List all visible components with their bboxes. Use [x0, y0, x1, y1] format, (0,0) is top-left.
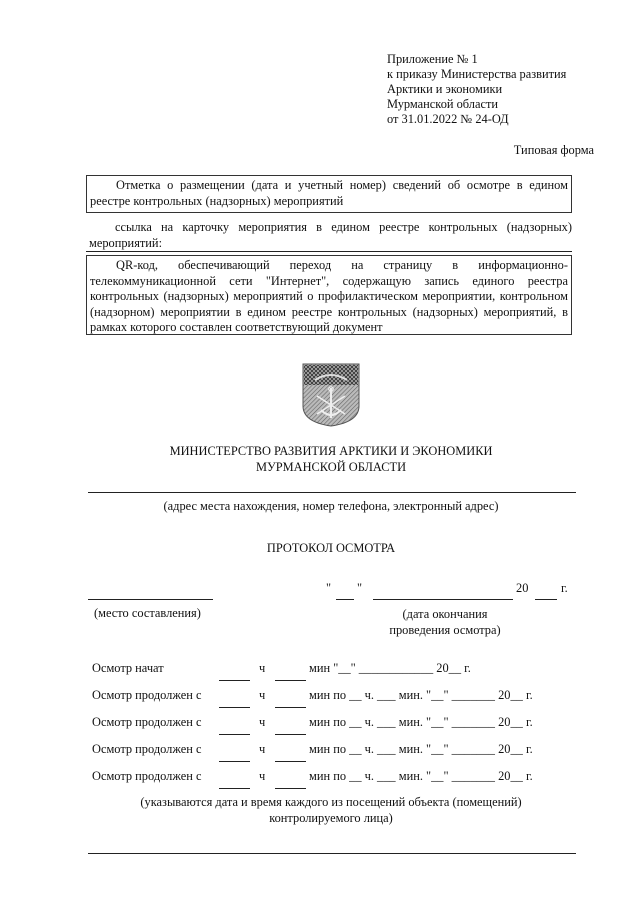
hour-unit: ч [259, 742, 266, 756]
hour-field-line[interactable] [219, 680, 250, 681]
ministry-name-line2: МУРМАНСКОЙ ОБЛАСТИ [255, 459, 407, 474]
registry-link-text: ссылка на карточку мероприятия в едином реестре контрольных (надзорных) мероприятий: [89, 220, 572, 250]
address-caption: (адрес места нахождения, номер телефона, электронный адрес) [163, 499, 499, 513]
inspection-row-rest: мин по __ ч. ___ мин. "__" _______ 20__ г. [309, 769, 533, 783]
form-type-label: Типовая форма [513, 143, 594, 157]
appendix-line: Арктики и экономики [387, 82, 503, 96]
hour-unit: ч [259, 688, 266, 702]
page-title: ПРОТОКОЛ ОСМОТРА [266, 541, 396, 555]
inspection-row-rest: мин по __ ч. ___ мин. "__" _______ 20__ г. [309, 742, 533, 756]
minute-field-line[interactable] [275, 707, 306, 708]
hour-field-line[interactable] [219, 734, 250, 735]
month-field-line[interactable] [373, 599, 513, 600]
hour-field-line[interactable] [219, 761, 250, 762]
ministry-name [86, 444, 576, 475]
coat-of-arms-icon [301, 362, 361, 428]
visits-caption [86, 794, 576, 826]
bottom-field-line[interactable] [88, 853, 576, 854]
inspection-row-rest: мин по __ ч. ___ мин. "__" _______ 20__ г. [309, 715, 533, 729]
registry-placement-box: Отметка о размещении (дата и учетный номер) сведений об осмотре в едином реестре контрольных (надзорных) мероприятий [86, 175, 572, 213]
appendix-header [387, 52, 566, 127]
date-quote-open: " [326, 581, 332, 595]
appendix-line: Приложение № 1 [387, 52, 478, 66]
visits-caption-line1: (указываются дата и время каждого из посещений объекта (помещений) [140, 795, 522, 809]
date-caption [360, 606, 530, 638]
hour-unit: ч [259, 715, 266, 729]
qr-code-box: QR-код, обеспечивающий переход на страницу в информационно-телекоммуникационной сети "Интернет", содержащую запись единого реестра контрольных (надзорных) мероприятий о профилактическом мероприятии, контрольном (надзорном) мероприятии в едином реестре контрольных (надзорных) мероприятий, в рамках которого составлен соответствующий документ [86, 255, 572, 335]
inspection-row-label: Осмотр начат [92, 661, 164, 675]
year-field-line[interactable] [535, 599, 557, 600]
place-field-line[interactable] [88, 599, 213, 600]
inspection-row-label: Осмотр продолжен с [92, 769, 202, 783]
minute-field-line[interactable] [275, 761, 306, 762]
minute-field-line[interactable] [275, 788, 306, 789]
year-prefix: 20 [516, 581, 529, 595]
date-caption-line2: проведения осмотра) [389, 623, 501, 637]
link-underline [86, 251, 572, 252]
inspection-row-label: Осмотр продолжен с [92, 742, 202, 756]
date-quote-close: " [357, 581, 363, 595]
appendix-line: Мурманской области [387, 97, 499, 111]
visits-caption-line2: контролируемого лица) [269, 811, 393, 825]
appendix-line: от 31.01.2022 № 24-ОД [387, 112, 509, 126]
inspection-row-label: Осмотр продолжен с [92, 715, 202, 729]
inspection-row-label: Осмотр продолжен с [92, 688, 202, 702]
hour-field-line[interactable] [219, 707, 250, 708]
ministry-name-line1: МИНИСТЕРСТВО РАЗВИТИЯ АРКТИКИ И ЭКОНОМИКИ [169, 444, 493, 458]
year-suffix: г. [561, 581, 568, 595]
hour-unit: ч [259, 661, 266, 675]
inspection-row-rest: мин по __ ч. ___ мин. "__" _______ 20__ г. [309, 688, 533, 702]
address-line [88, 492, 576, 493]
place-caption: (место составления) [94, 606, 201, 620]
minute-field-line[interactable] [275, 734, 306, 735]
date-caption-line1: (дата окончания [402, 607, 488, 621]
day-field-line[interactable] [336, 599, 354, 600]
hour-unit: ч [259, 769, 266, 783]
inspection-row-rest: мин "__" ____________ 20__ г. [309, 661, 471, 675]
minute-field-line[interactable] [275, 680, 306, 681]
hour-field-line[interactable] [219, 788, 250, 789]
appendix-line: к приказу Министерства развития [387, 67, 567, 81]
